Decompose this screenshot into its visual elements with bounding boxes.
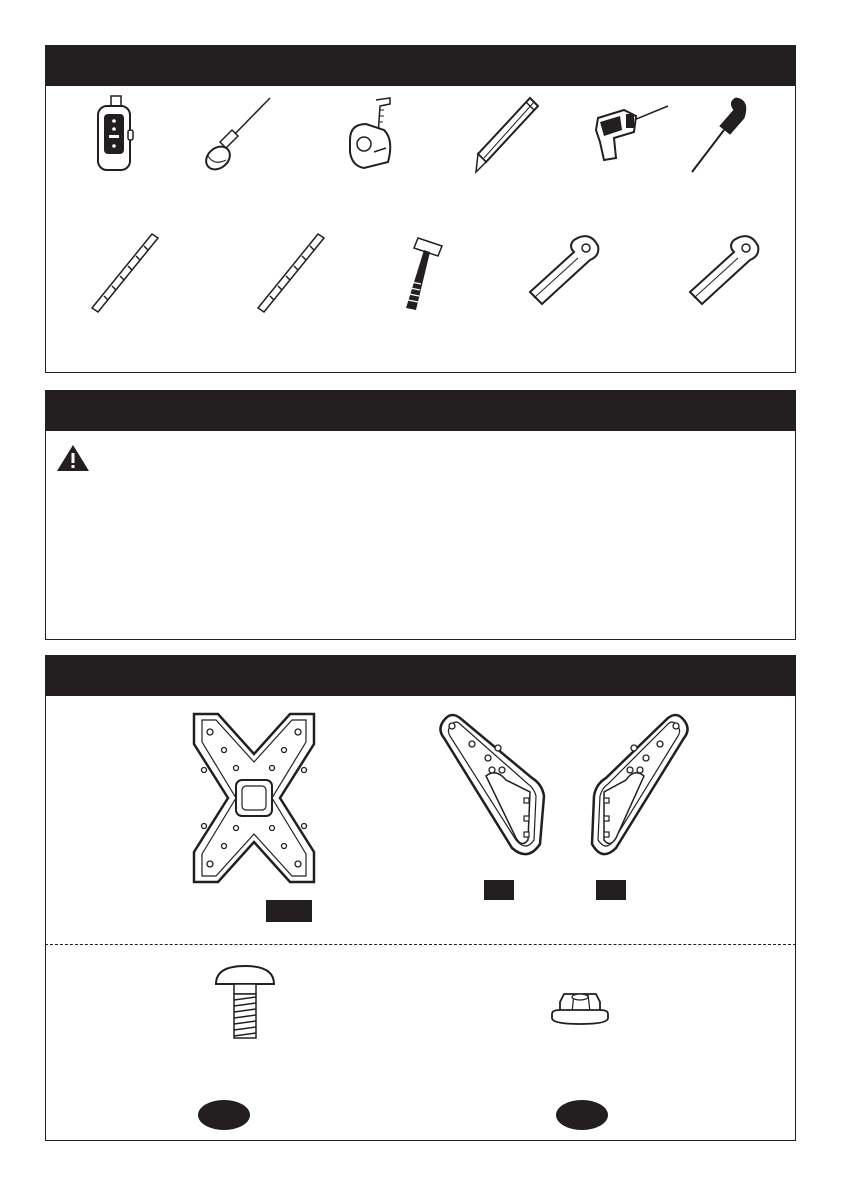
drill-bit-icon bbox=[88, 232, 160, 314]
wrench-icon bbox=[680, 232, 764, 314]
hammer-icon bbox=[400, 232, 448, 314]
left-bracket-label bbox=[484, 880, 514, 900]
warning-triangle-icon bbox=[56, 444, 90, 472]
pencil-icon bbox=[470, 96, 542, 176]
vesa-plate-label bbox=[266, 900, 312, 922]
parts-header bbox=[46, 656, 795, 696]
vesa-plate-icon bbox=[190, 710, 318, 886]
right-bracket-label bbox=[596, 880, 626, 900]
flange-nut-label bbox=[556, 1100, 608, 1130]
drill-bit-icon bbox=[254, 232, 326, 314]
power-drill-icon bbox=[590, 96, 670, 166]
parts-divider bbox=[45, 944, 796, 945]
awl-icon bbox=[198, 96, 278, 176]
screwdriver-icon bbox=[684, 96, 754, 176]
carriage-bolt-label bbox=[198, 1100, 250, 1130]
warning-panel bbox=[45, 390, 796, 640]
stud-finder-icon bbox=[92, 96, 140, 176]
tape-measure-icon bbox=[344, 96, 398, 176]
tools-header bbox=[46, 46, 795, 86]
left-bracket-arm-icon bbox=[436, 712, 552, 860]
flange-nut-icon bbox=[548, 990, 612, 1030]
wrench-icon bbox=[520, 232, 604, 314]
warning-header bbox=[46, 391, 795, 431]
tools-panel bbox=[45, 45, 796, 373]
right-bracket-arm-icon bbox=[592, 712, 692, 860]
carriage-bolt-icon bbox=[210, 962, 280, 1044]
